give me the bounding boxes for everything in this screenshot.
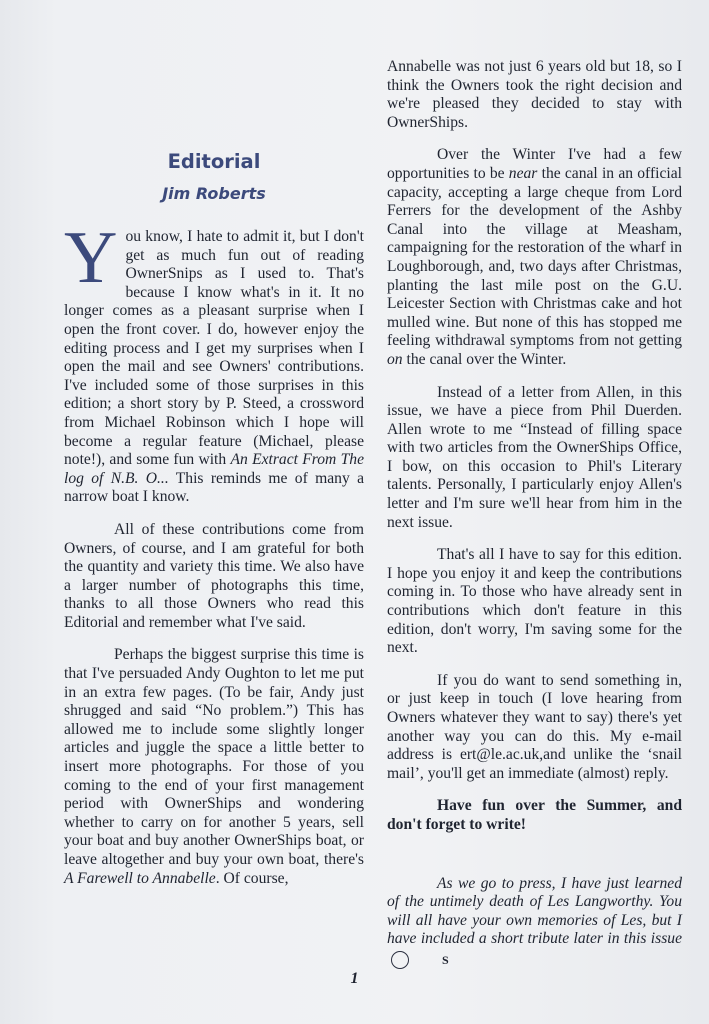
paragraph-contributions: All of these contributions come from Owners, of course, and I am grateful for both the quantity and variety this time. We also have a larger number of photographs this time, thanks to all those Owners who read this Editorial and remember what I've said. (64, 520, 364, 631)
surprise-text: Perhaps the biggest surprise this time is that I've persuaded Andy Oughton to let me put in an extra few pages. (To be fair, Andy just shrugged and said “No problem.”) This has allowed me to include some slightly longer articles and juggle the space a little better to insert more photographs. For those of you coming to the end of your first management period with OwnerShips and wondering whether to carry on for another 5 years, sell your boat and buy another OwnerShips boat, or leave altogether and buy your own boat, there's (64, 646, 364, 868)
paragraph-surprise (64, 646, 364, 888)
intro-tail: This reminds me of many a narrow boat I know. (64, 469, 364, 506)
drop-cap: Y (64, 217, 118, 299)
paragraph-intro (64, 217, 364, 507)
paragraph-winter (387, 146, 682, 369)
winter-near: near (508, 164, 538, 182)
extract-title: An Extract From The log of N.B. O... (64, 451, 364, 487)
paragraph-letter: Instead of a letter from Allen, in this issue, we have a piece from Phil Duerden. Allen wrote to me “Instead of filling space with two articles from the OwnerShips Office, I bow, on this occasion to Phil's Literary talents. Personally, I particularly enjoy Allen's letter and I'm sure we'll hear from him in the next issue. (387, 383, 682, 531)
left-column (64, 150, 364, 902)
winter-text-c: the canal over the Winter. (402, 350, 567, 368)
paragraph-annabelle: Annabelle was not just 6 years old but 18, so I think the Owners took the right decision and we're pleased they decided to stay with OwnerShips. (387, 58, 682, 131)
winter-on: on (387, 350, 403, 368)
ownerships-logo-icon: S (391, 951, 409, 969)
paragraph-thats-all: That's all I have to say for this edition. I hope you enjoy it and keep the contributions coming in. To those who have already sent in contributions which don't feature in this edition, don't worry, I'm saving some for the next. (387, 546, 682, 657)
farewell-title: A Farewell to Annabelle (64, 869, 216, 887)
winter-text-b: the canal in an official capacity, accepting a large cheque from Lord Ferrers for the development of the Ashby Canal into the village at Measham, campaigning for the restoration of the wharf in Loughborough, and, two days after Christmas, planting the last mile post on the G.U. Leicester Section with Christmas cake and hot mulled wine. But none of this has stopped me feeling withdrawal symptoms from not getting (387, 164, 682, 350)
winter-text-a: Over the Winter I've had a few opportunities to be (387, 146, 682, 182)
stop-press-text: As we go to press, I have just learned of the untimely death of Les Langworthy. You will all have your own memories of Les, but I have included a short tribute later in this issue (387, 874, 682, 948)
surprise-end: . Of course, (215, 869, 289, 887)
stop-press-note (387, 875, 682, 969)
right-column (387, 58, 682, 983)
intro-text: ou know, I hate to admit it, but I don't get as much fun out of reading OwnerSnips as I used to. That's because I know what's in it. It no longer comes as a pleasant surprise when I open the front cover. I do, however enjoy the editing process and I get my surprises when I open the mail and see Owners' contributions. I've included some of those surprises in this edition; a short story by P. Steed, a crossword from Michael Robinson which I hope will become a regular feature (Michael, please note!), and some fun with (64, 228, 364, 469)
article-title: Editorial (167, 150, 261, 173)
signoff: Have fun over the Summer, and don't forget to write! (387, 797, 682, 833)
page-number: 1 (350, 970, 359, 987)
author-byline: Jim Roberts (162, 184, 266, 203)
paragraph-contact: If you do want to send something in, or just keep in touch (I love hearing from Owners whatever they want to say) there's yet another way you can do this. My e-mail address is ert@le.ac.uk,and unlike the ‘snail mail’, you'll get an immediate (almost) reply. (387, 671, 682, 782)
